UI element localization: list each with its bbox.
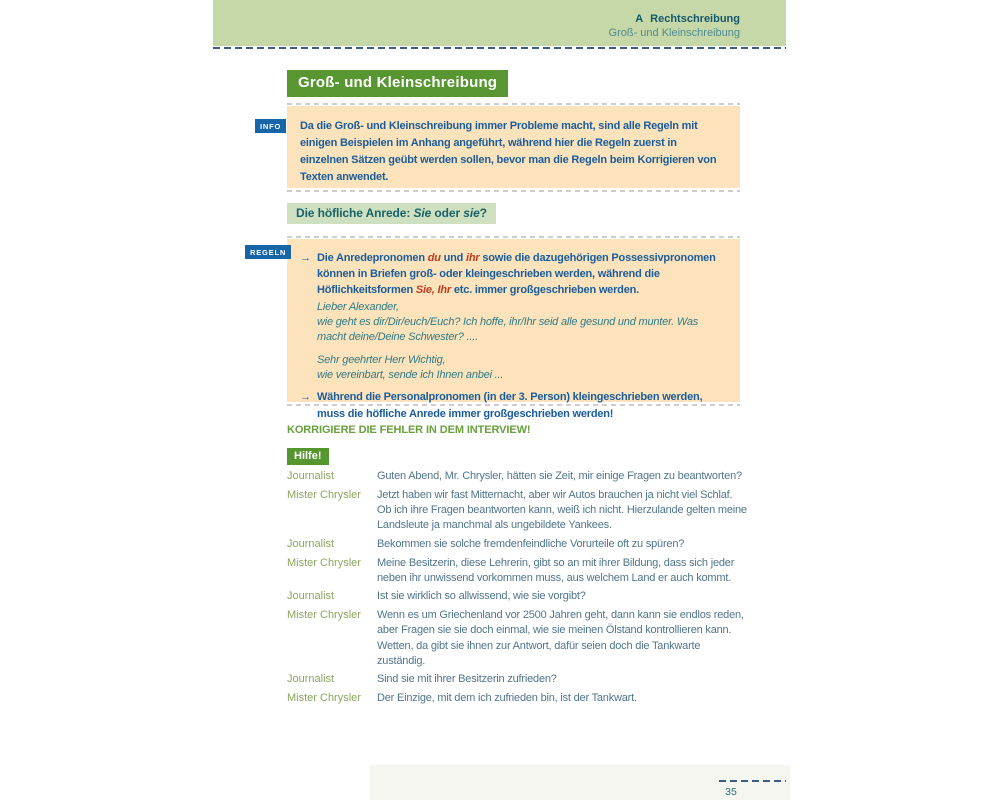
- speaker-label: Mister Chrysler: [287, 488, 361, 501]
- arrow-icon: →: [300, 391, 311, 403]
- speech-text: Jetzt haben wir fast Mitternacht, aber wir Autos brauchen ja nicht viel Schlaf. Ob ich ihre Fragen beantworten kann, weiß ich nicht. Hierzulande gelten meine Landsleute ja manchmal als ungebildete Yankees.: [377, 488, 747, 532]
- letter-example-formal: [317, 353, 722, 383]
- speech-text: Sind sie mit ihrer Besitzerin zufrieden?: [377, 673, 557, 686]
- speech-text: Guten Abend, Mr. Chrysler, hätten sie Zeit, mir einige Fragen zu beantworten?: [377, 470, 742, 482]
- speaker-label: Journalist: [287, 673, 335, 686]
- interview-dialogue: [287, 469, 749, 710]
- speaker-label: Mister Chrysler: [287, 692, 361, 705]
- speech-text: Der Einzige, mit dem ich zufrieden bin, ist der Tankwart.: [377, 692, 637, 705]
- example-line: Lieber Alexander,: [317, 301, 399, 313]
- speaker-label: Mister Chrysler: [287, 609, 361, 622]
- dialogue-row: [287, 589, 749, 604]
- rule-item: [300, 250, 722, 298]
- help-button[interactable]: Hilfe!: [287, 448, 329, 465]
- letter-example-informal: [317, 300, 722, 345]
- speech-text: Bekommen sie solche fremdenfeindliche Vorurteile oft zu spüren?: [377, 537, 685, 550]
- rules-box: [287, 239, 740, 420]
- page-header-band: [213, 0, 786, 46]
- speaker-label: Mister Chrysler: [287, 556, 361, 569]
- chapter-letter: A: [635, 13, 644, 25]
- dialogue-row: [287, 672, 749, 687]
- arrow-icon: →: [300, 252, 311, 264]
- example-line: wie geht es dir/Dir/euch/Euch? Ich hoffe, ihr/Ihr seid alle gesund und munter. Was macht deine/Deine Schwester? ....: [317, 316, 699, 343]
- speech-text: Wenn es um Griechenland vor 2500 Jahren geht, dann kann sie endlos reden, aber Fragen sie sie doch einmal, wie sie meinen Ölstand kontrollieren kann. Wetten, da gibt sie ihnen zur Antwort, dafür seien doch die Tankwarte zuständig.: [377, 609, 744, 667]
- dialogue-row: [287, 691, 749, 706]
- info-label: INFO: [255, 119, 286, 133]
- speaker-label: Journalist: [287, 537, 335, 550]
- example-line: wie vereinbart, sende ich Ihnen anbei ...: [317, 369, 504, 381]
- section-heading: Groß- und Kleinschreibung: [608, 27, 740, 39]
- info-text: Da die Groß- und Kleinschreibung immer Probleme macht, sind alle Regeln mit einigen Beispielen im Anhang angeführt, während hier die Regeln zuerst in einzelnen Sätzen geübt werden sollen, bevor man die Regeln beim Korrigieren von Texten anwendet.: [300, 120, 717, 183]
- page-number: 35: [725, 786, 737, 798]
- divider: [287, 236, 740, 238]
- divider: [287, 404, 740, 406]
- speech-text: Ist sie wirklich so allwissend, wie sie vorgibt?: [377, 590, 586, 603]
- dialogue-row: [287, 469, 749, 484]
- page-title: Groß- und Kleinschreibung: [287, 70, 508, 97]
- dialogue-row: [287, 488, 749, 534]
- dialogue-row: [287, 608, 749, 669]
- footer-divider: [719, 780, 786, 782]
- divider: [287, 190, 740, 192]
- rules-label: REGELN: [245, 245, 291, 259]
- exercise-heading: KORRIGIERE DIE FEHLER IN DEM INTERVIEW!: [287, 424, 531, 436]
- speaker-label: Journalist: [287, 470, 335, 482]
- topic-subheading: Die höfliche Anrede: Sie oder sie?: [287, 203, 496, 224]
- dialogue-row: [287, 537, 749, 552]
- rule-text: Die Anredepronomen du und ihr sowie die dazugehörigen Possessivpronomen können in Briefen groß- oder kleingeschrieben werden, während die Höflichkeitsformen Sie, Ihr etc. immer großgeschrieben werden.: [317, 252, 716, 296]
- header-divider: [213, 47, 786, 49]
- rule-text: Während die Personalpronomen (in der 3. Person) kleingeschrieben werden, muss die höfliche Anrede immer großgeschrieben werden!: [317, 391, 703, 420]
- divider: [287, 103, 740, 105]
- chapter-title: Rechtschreibung: [650, 13, 740, 25]
- example-line: Sehr geehrter Herr Wichtig,: [317, 354, 446, 366]
- running-head: [609, 13, 740, 39]
- dialogue-row: [287, 556, 749, 586]
- info-box: [287, 106, 740, 188]
- speaker-label: Journalist: [287, 590, 335, 603]
- chapter-heading: [609, 13, 740, 25]
- speech-text: Meine Besitzerin, diese Lehrerin, gibt so an mit ihrer Bildung, dass sich jeder neben ihr unwissend vorkommen muss, aus welchem Land er auch kommt.: [377, 556, 735, 584]
